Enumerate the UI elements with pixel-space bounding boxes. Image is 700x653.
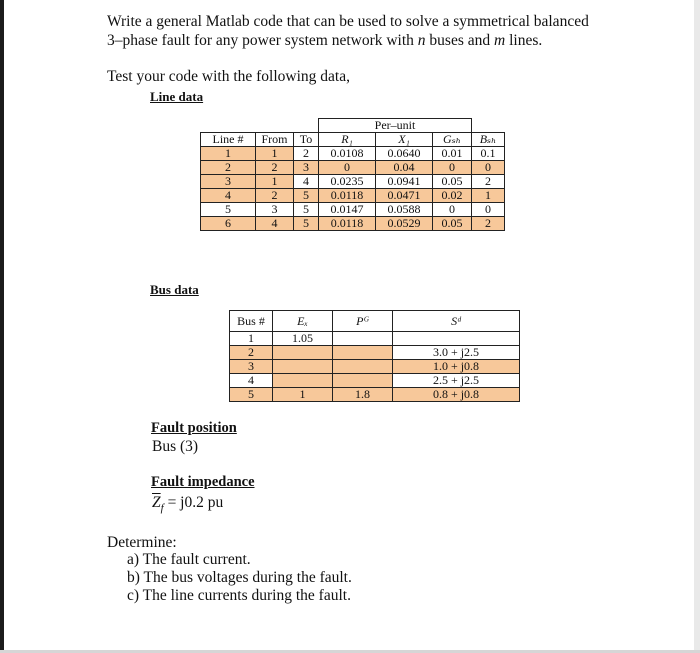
col-header-sd: Sᵈ [393, 311, 520, 332]
fault-position-heading: Fault position [151, 420, 237, 436]
cell-sd: 0.8 + j0.8 [393, 388, 520, 402]
cell-x1: 0.0640 [376, 147, 433, 161]
fault-position-value: Bus (3) [152, 438, 199, 455]
cell-to: 5 [294, 189, 319, 203]
cell-line: 4 [201, 189, 256, 203]
cell-from: 1 [256, 175, 294, 189]
cell-sd: 2.5 + j2.5 [393, 374, 520, 388]
cell-bsh: 0 [472, 161, 505, 175]
cell-gsh: 0.05 [433, 217, 472, 231]
cell-bus: 5 [230, 388, 273, 402]
cell-line: 5 [201, 203, 256, 217]
fault-impedance-heading: Fault impedance [151, 474, 255, 490]
cell-bus: 2 [230, 346, 273, 360]
cell-pg [333, 346, 393, 360]
intro-m-variable: m [494, 32, 506, 49]
table-row [201, 147, 505, 161]
cell-bsh: 0.1 [472, 147, 505, 161]
bus-data-table [229, 310, 520, 402]
window-left-edge [0, 0, 4, 653]
col-header-bsh: Bₛₕ [472, 133, 505, 147]
cell-bus: 4 [230, 374, 273, 388]
col-header-pg: Pᴳ [333, 311, 393, 332]
cell-bsh: 1 [472, 189, 505, 203]
determine-title: Determine: [107, 534, 177, 551]
cell-r1: 0.0118 [319, 217, 376, 231]
line-table-group-row [201, 119, 505, 133]
bus-table-header-row [230, 311, 520, 332]
cell-bus: 1 [230, 332, 273, 346]
line-table-header-row [201, 133, 505, 147]
cell-eg [273, 346, 333, 360]
cell-gsh: 0 [433, 203, 472, 217]
cell-r1: 0.0108 [319, 147, 376, 161]
intro-n-variable: n [417, 32, 426, 49]
test-instruction: Test your code with the following data, [107, 68, 350, 85]
col-header-from: From [256, 133, 294, 147]
impedance-subscript: f [160, 502, 164, 515]
table-row [201, 203, 505, 217]
col-header-r1: R₁ [319, 133, 376, 147]
cell-r1: 0.0235 [319, 175, 376, 189]
cell-line: 2 [201, 161, 256, 175]
table-row [201, 161, 505, 175]
cell-from: 4 [256, 217, 294, 231]
col-header-bus: Bus # [230, 311, 273, 332]
cell-line: 6 [201, 217, 256, 231]
cell-pg [333, 360, 393, 374]
cell-to: 4 [294, 175, 319, 189]
cell-gsh: 0.05 [433, 175, 472, 189]
cell-eg [273, 360, 333, 374]
cell-bsh: 0 [472, 203, 505, 217]
cell-eg: 1.05 [273, 332, 333, 346]
col-header-to: To [294, 133, 319, 147]
cell-eg [273, 374, 333, 388]
cell-r1: 0.0147 [319, 203, 376, 217]
cell-gsh: 0 [433, 161, 472, 175]
cell-r1: 0 [319, 161, 376, 175]
cell-to: 2 [294, 147, 319, 161]
cell-from: 2 [256, 161, 294, 175]
list-item: a) The fault current. [127, 551, 251, 568]
intro-line-2-part-a: 3–phase fault for any power system network with [107, 32, 418, 49]
list-item: c) The line currents during the fault. [127, 587, 351, 604]
fault-impedance-equation [152, 493, 223, 518]
table-row [230, 374, 520, 388]
col-header-x1: X₁ [376, 133, 433, 147]
cell-x1: 0.0471 [376, 189, 433, 203]
table-row [230, 332, 520, 346]
table-row [201, 175, 505, 189]
line-data-heading: Line data [150, 89, 204, 104]
intro-line-2-part-b: buses and [425, 32, 494, 49]
cell-gsh: 0.01 [433, 147, 472, 161]
cell-x1: 0.0588 [376, 203, 433, 217]
cell-pg [333, 332, 393, 346]
cell-bsh: 2 [472, 175, 505, 189]
intro-line-2 [107, 31, 542, 50]
window-right-edge [694, 0, 700, 653]
cell-bsh: 2 [472, 217, 505, 231]
cell-to: 3 [294, 161, 319, 175]
intro-line-2-part-c: lines. [505, 32, 543, 49]
cell-from: 3 [256, 203, 294, 217]
intro-line-1: Write a general Matlab code that can be used to solve a symmetrical balanced [107, 13, 589, 30]
cell-x1: 0.0529 [376, 217, 433, 231]
cell-bus: 3 [230, 360, 273, 374]
per-unit-header: Per–unit [319, 119, 472, 133]
col-header-gsh: Gₛₕ [433, 133, 472, 147]
table-row [201, 217, 505, 231]
cell-to: 5 [294, 203, 319, 217]
cell-sd: 1.0 + j0.8 [393, 360, 520, 374]
cell-x1: 0.04 [376, 161, 433, 175]
cell-eg: 1 [273, 388, 333, 402]
cell-x1: 0.0941 [376, 175, 433, 189]
cell-sd: 3.0 + j2.5 [393, 346, 520, 360]
table-row [230, 388, 520, 402]
table-row [201, 189, 505, 203]
table-row [230, 346, 520, 360]
cell-r1: 0.0118 [319, 189, 376, 203]
table-row [230, 360, 520, 374]
col-header-eg: Eₓ [273, 311, 333, 332]
cell-line: 1 [201, 147, 256, 161]
impedance-symbol: $\overline{Z}$ [152, 494, 161, 511]
cell-line: 3 [201, 175, 256, 189]
bus-data-heading: Bus data [150, 282, 199, 297]
cell-gsh: 0.02 [433, 189, 472, 203]
cell-from: 1 [256, 147, 294, 161]
col-header-line: Line # [201, 133, 256, 147]
impedance-value: = j0.2 pu [167, 494, 224, 511]
line-data-table [200, 118, 505, 231]
cell-sd [393, 332, 520, 346]
cell-to: 5 [294, 217, 319, 231]
cell-from: 2 [256, 189, 294, 203]
cell-pg [333, 374, 393, 388]
cell-pg: 1.8 [333, 388, 393, 402]
list-item: b) The bus voltages during the fault. [127, 569, 352, 586]
